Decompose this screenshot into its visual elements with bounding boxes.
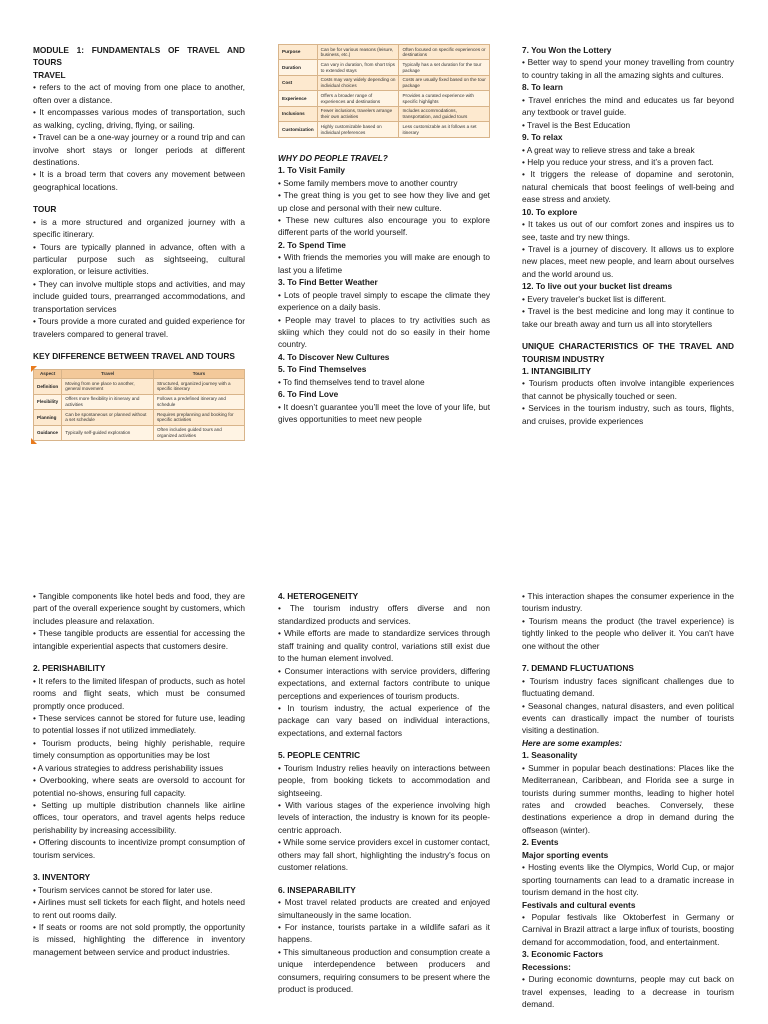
travel-heading: TRAVEL bbox=[33, 69, 66, 80]
example-heading: 1. Seasonality bbox=[522, 750, 578, 761]
travel-list bbox=[33, 81, 245, 193]
table-row-label: Guidance bbox=[34, 425, 62, 440]
bullet-item: • Travel is the Best Education bbox=[522, 119, 631, 130]
reason-heading: 3. To Find Better Weather bbox=[278, 277, 378, 288]
bullet-item: • Lots of people travel simply to escape the climate they experience on a daily basis. bbox=[278, 289, 490, 313]
reason-heading: 10. To explore bbox=[522, 206, 578, 217]
table-cell: Can vary in duration, from short trips to extended stays bbox=[317, 60, 399, 75]
table-row bbox=[279, 91, 490, 106]
characteristic-list bbox=[33, 675, 245, 862]
table-cell: Moving from one place to another, general movement bbox=[62, 379, 154, 394]
characteristic-heading: 4. HETEROGENEITY bbox=[278, 591, 359, 601]
example-list bbox=[522, 762, 734, 837]
unique-characteristics-heading: UNIQUE CHARACTERISTICS OF THE TRAVEL AND TOURISM INDUSTRY bbox=[522, 341, 734, 364]
table-row bbox=[34, 410, 245, 425]
characteristic-heading: 5. PEOPLE CENTRIC bbox=[278, 750, 361, 761]
table-cell: Costs are usually fixed based on the tour package bbox=[399, 75, 490, 90]
example-list bbox=[522, 973, 734, 1010]
table-cell: Includes accommodations, transportation, and guided tours bbox=[399, 106, 490, 121]
table-row bbox=[34, 425, 245, 440]
why-travel-heading: WHY DO PEOPLE TRAVEL? bbox=[278, 152, 388, 163]
bullet-item: • Travel is a journey of discovery. It allows us to explore new places, meet new people, and learn about ourselves and the world around us. bbox=[522, 244, 734, 279]
reason-heading: 4. To Discover New Cultures bbox=[278, 351, 390, 362]
bullet-item: • Tourism Industry relies heavily on interactions between people, from booking tickets to accommodation and sightseeing. bbox=[278, 762, 490, 798]
examples-heading: Here are some examples: bbox=[522, 737, 623, 748]
bullet-item: • Tangible components like hotel beds and food, they are part of the overall experience sought by customers, which includes pleasure and relaxation. bbox=[33, 591, 245, 626]
bullet-item: • Setting up multiple distribution channels like airline offices, tour operators, and travel agents helps reduce perishability by increasing accessibility. bbox=[33, 800, 245, 835]
bullet-item: • Tours provide a more curated and guided experience for travelers compared to general travel. bbox=[33, 316, 245, 339]
table-row bbox=[279, 122, 490, 137]
bullet-item: • Services in the tourism industry, such as tours, flights, and cruises, provide experiences bbox=[522, 403, 734, 426]
reason-heading: 8. To learn bbox=[522, 82, 563, 93]
table-cell: Highly customizable based on individual preferences bbox=[317, 122, 399, 137]
bullet-item: • While some service providers excel in customer contact, others may fall short, highlighting the industry's focus on customer relations. bbox=[278, 837, 490, 873]
table-header-cell: Travel bbox=[62, 369, 154, 379]
bullet-item: • Hosting events like the Olympics, World Cup, or major sporting tournaments can lead to a dramatic increase in tourism demand in the host city. bbox=[522, 862, 734, 898]
table-row-label: Purpose bbox=[279, 45, 318, 60]
page2-column-2 bbox=[278, 590, 490, 996]
table-header-cell: Aspect bbox=[34, 369, 62, 379]
bullet-item: • In tourism industry, the actual experience of the package can vary based on individual interactions, expectations, and external factors bbox=[278, 702, 490, 738]
table-row bbox=[279, 45, 490, 60]
table-cell: Provides a curated experience with specific highlights bbox=[399, 91, 490, 106]
characteristic-heading: 1. INTANGIBILITY bbox=[522, 365, 591, 376]
table-row-label: Experience bbox=[279, 91, 318, 106]
example-list bbox=[522, 911, 734, 948]
bullet-item: • Overbooking, where seats are oversold to account for potential no-shows, ensuring full capacity. bbox=[33, 775, 245, 798]
bullet-item: • Tours are typically planned in advance, often with a particular purpose such as sightseeing, cultural exploration, or leisure activities. bbox=[33, 241, 245, 277]
key-difference-heading: KEY DIFFERENCE BETWEEN TRAVEL AND TOURS bbox=[33, 351, 235, 362]
bullet-item: • Popular festivals like Oktoberfest in Germany or Carnival in Brazil attract a large influx of tourists, boosting demand for accommodation, food, and entertainment. bbox=[522, 911, 734, 947]
bullet-item: • It doesn’t guarantee you’ll meet the love of your life, but gives opportunities to meet new people bbox=[278, 401, 490, 424]
table-row-label: Definition bbox=[34, 379, 62, 394]
table-cell: Typically self-guided exploration bbox=[62, 425, 154, 440]
reason-list bbox=[522, 218, 734, 280]
reason-list bbox=[522, 94, 734, 131]
table-cell: Can be for various reasons (leisure, business, etc.) bbox=[317, 45, 399, 60]
bullet-item: • They can involve multiple stops and activities, and may include guided tours, prearranged accommodations, and transportation services bbox=[33, 278, 245, 314]
page-2 bbox=[0, 582, 768, 1024]
table-body bbox=[34, 379, 245, 441]
bullet-item: • Airlines must sell tickets for each flight, and hotels need to rent out rooms daily. bbox=[33, 897, 245, 920]
example-subheading: Major sporting events bbox=[522, 849, 609, 860]
table-cell: Structured, organized journey with a specific itinerary bbox=[153, 379, 244, 394]
bullet-item: • A various strategies to address perishability issues bbox=[33, 762, 224, 773]
bullet-item: • Summer in popular beach destinations: Places like the Mediterranean, Caribbean, and Florida see a surge in tourists during summer months, leading to higher hotel rates and crowded beaches. Conversely, these destinations experience a drop in demand during the offseason (winter). bbox=[522, 762, 734, 835]
bullet-item: • To find themselves tend to travel alone bbox=[278, 376, 425, 387]
bullet-item: • Travel enriches the mind and educates us far beyond any textbook or travel guide. bbox=[522, 94, 734, 118]
table-cell: Costs may vary widely depending on individual choices bbox=[317, 75, 399, 90]
comparison-table-wrap bbox=[278, 44, 490, 138]
bullet-item: • Tourism services cannot be stored for later use. bbox=[33, 884, 213, 895]
table-cell: Can be spontaneous or planned without a set schedule bbox=[62, 410, 154, 425]
bullet-item: • Tourism means the product (the travel experience) is tightly linked to the people who deliver it. You can't have one without the other bbox=[522, 615, 734, 651]
table-row bbox=[279, 106, 490, 121]
bullet-item: • It is a broad term that covers any movement between geographical locations. bbox=[33, 169, 245, 192]
reason-heading: 6. To Find Love bbox=[278, 389, 339, 400]
intangibility-continued-list bbox=[33, 590, 245, 652]
characteristic-list bbox=[522, 377, 734, 427]
characteristic-list bbox=[33, 884, 245, 959]
table-header-cell: Tours bbox=[153, 369, 244, 379]
table-header-row bbox=[34, 369, 245, 379]
bullet-item: • If seats or rooms are not sold promptly, the opportunity is missed, highlighting the difference in inventory management between service and product industries. bbox=[33, 921, 245, 957]
bullet-item: • Seasonal changes, natural disasters, and even political events can drastically impact the number of tourists visiting a destination. bbox=[522, 700, 734, 736]
reason-heading: 12. To live out your bucket list dreams bbox=[522, 281, 673, 292]
reason-list bbox=[278, 376, 490, 388]
characteristic-list bbox=[278, 896, 490, 996]
table-row bbox=[34, 379, 245, 394]
bullet-item: • These tangible products are essential for accessing the intangible experiential aspects that customers desire. bbox=[33, 628, 245, 651]
characteristic-heading: 6. INSEPARABILITY bbox=[278, 884, 356, 895]
page1-column-3 bbox=[522, 44, 734, 427]
characteristic-heading: 7. DEMAND FLUCTUATIONS bbox=[522, 663, 634, 674]
characteristic-list bbox=[522, 675, 734, 737]
reason-list bbox=[278, 251, 490, 276]
bullet-item: • These new cultures also encourage you to explore different parts of the world yourself. bbox=[278, 215, 490, 238]
table-row-label: Flexibility bbox=[34, 394, 62, 409]
reason-heading: 1. To Visit Family bbox=[278, 165, 346, 176]
bullet-item: • Travel is the best medicine and long may it continue to take our breath away and turn us all into storytellers bbox=[522, 306, 734, 329]
comparison-table-continued bbox=[278, 44, 490, 138]
bullet-item: • While efforts are made to standardize services through staff training and quality control, variations still exist due to the human element involved. bbox=[278, 628, 490, 664]
table-row bbox=[34, 394, 245, 409]
bullet-item: • These services cannot be stored for future use, leading to potential losses if not utilized immediately. bbox=[33, 712, 245, 736]
table-cell: Fewer inclusions, travelers arrange their own activities bbox=[317, 106, 399, 121]
bullet-item: • Offering discounts to incentivize prompt consumption of tourism services. bbox=[33, 837, 245, 860]
example-heading: 3. Economic Factors bbox=[522, 949, 604, 960]
page2-column-3 bbox=[522, 590, 734, 1010]
characteristic-list bbox=[278, 602, 490, 739]
reason-list bbox=[278, 401, 490, 426]
bullet-item: • A great way to relieve stress and take a break bbox=[522, 144, 695, 155]
tour-heading: TOUR bbox=[33, 204, 57, 215]
bullet-item: • It triggers the release of dopamine and serotonin, natural chemicals that boost feelings of well-being and ease stress and anxiety. bbox=[522, 169, 734, 205]
bullet-item: • It encompasses various modes of transportation, such as walking, cycling, driving, flying, or sailing. bbox=[33, 107, 245, 130]
module-title: MODULE 1: FUNDAMENTALS OF TRAVEL AND TOURS bbox=[33, 45, 245, 68]
key-difference-table-wrap bbox=[33, 369, 245, 442]
bullet-item: • Tourism products often involve intangible experiences that cannot be physically touched or seen. bbox=[522, 378, 734, 401]
bullet-item: • Help you reduce your stress, and it’s a proven fact. bbox=[522, 156, 714, 167]
table-cell: Follows a predefined itinerary and schedule bbox=[153, 394, 244, 409]
table-row-label: Customization bbox=[279, 122, 318, 137]
table-cell: Requires preplanning and booking for specific activities bbox=[153, 410, 244, 425]
table-cell: Offers more flexibility in itinerary and activities bbox=[62, 394, 154, 409]
table-row bbox=[279, 60, 490, 75]
bullet-item: • Every traveler's bucket list is different. bbox=[522, 293, 667, 304]
reason-heading: 7. You Won the Lottery bbox=[522, 45, 612, 55]
table-row bbox=[279, 75, 490, 90]
table-cell: Offers a broader range of experiences and destinations bbox=[317, 91, 399, 106]
characteristic-heading: 2. PERISHABILITY bbox=[33, 663, 106, 674]
bullet-item: • Travel can be a one-way journey or a round trip and can involve short stays or longer periods at different destinations. bbox=[33, 132, 245, 167]
table-cell: Typically has a set duration for the tour package bbox=[399, 60, 490, 75]
example-heading: 2. Events bbox=[522, 837, 559, 848]
reason-list bbox=[522, 56, 734, 81]
key-difference-table bbox=[33, 369, 245, 442]
bullet-item: • This interaction shapes the consumer experience in the tourism industry. bbox=[522, 591, 734, 614]
reason-list bbox=[278, 177, 490, 239]
page2-column-1 bbox=[33, 590, 245, 958]
table-body bbox=[279, 45, 490, 138]
reason-list bbox=[278, 289, 490, 351]
bullet-item: • With friends the memories you will make are enough to last you a lifetime bbox=[278, 252, 490, 275]
bullet-item: • With various stages of the experience involving high levels of interaction, the industry is known for its people-centric approach. bbox=[278, 800, 490, 835]
bullet-item: • It takes us out of our comfort zones and inspires us to see, taste and try new things. bbox=[522, 219, 734, 242]
bullet-item: • The tourism industry offers diverse and non standardized products and services. bbox=[278, 603, 490, 626]
page1-column-2 bbox=[278, 44, 490, 425]
table-cell: Less customizable as it follows a set itinerary bbox=[399, 122, 490, 137]
bullet-item: • The great thing is you get to see how they live and get up close and personal with their new culture. bbox=[278, 190, 490, 213]
characteristic-list bbox=[278, 762, 490, 874]
reason-heading: 5. To Find Themselves bbox=[278, 364, 367, 375]
table-row-label: Inclusions bbox=[279, 106, 318, 121]
page1-column-1 bbox=[33, 44, 245, 441]
reason-heading: 9. To relax bbox=[522, 132, 563, 143]
reason-list bbox=[522, 293, 734, 330]
bullet-item: • This simultaneous production and consumption create a unique interdependence between producers and consumers, requiring consumers to be present where the product is produced. bbox=[278, 946, 490, 995]
bullet-item: • Consumer interactions with service providers, differing expectations, and external factors contribute to unique perceptions and experiences of tourism products. bbox=[278, 665, 490, 701]
reason-heading: 2. To Spend Time bbox=[278, 239, 346, 250]
table-cell: Often includes guided tours and organized activities bbox=[153, 425, 244, 440]
bullet-item: • Some family members move to another country bbox=[278, 177, 458, 188]
characteristic-heading: 3. INVENTORY bbox=[33, 872, 91, 883]
reason-list bbox=[522, 144, 734, 206]
table-cell: Often focused on specific experiences or destinations bbox=[399, 45, 490, 60]
example-list bbox=[522, 861, 734, 898]
bullet-item: • People may travel to places to try activities such as skiing which they could not do so easily in their home country. bbox=[278, 314, 490, 350]
bullet-item: • It refers to the limited lifespan of products, such as hotel rooms and flight seats, which must be consumed promptly once produced. bbox=[33, 675, 245, 711]
bullet-item: • Tourism industry faces significant challenges due to fluctuating demand. bbox=[522, 675, 734, 699]
example-subheading: Recessions: bbox=[522, 961, 571, 972]
example-subheading: Festivals and cultural events bbox=[522, 899, 636, 910]
table-corner-decoration bbox=[31, 366, 37, 372]
bullet-item: • is a more structured and organized journey with a specific itinerary. bbox=[33, 216, 245, 240]
table-row-label: Duration bbox=[279, 60, 318, 75]
bullet-item: • refers to the act of moving from one place to another, often over a distance. bbox=[33, 82, 245, 105]
table-corner-decoration bbox=[31, 438, 37, 444]
bullet-item: • Most travel related products are created and enjoyed simultaneously in the same location. bbox=[278, 897, 490, 920]
table-row-label: Cost bbox=[279, 75, 318, 90]
bullet-item: • During economic downturns, people may cut back on travel expenses, leading to a decrease in tourism demand. bbox=[522, 974, 734, 1009]
bullet-item: • For instance, tourists partake in a wildlife safari as it happens. bbox=[278, 921, 490, 945]
table-row-label: Planning bbox=[34, 410, 62, 425]
bullet-item: • Tourism products, being highly perishable, require timely consumption as opportunities may be lost bbox=[33, 737, 245, 761]
tour-list bbox=[33, 216, 245, 340]
bullet-item: • Better way to spend your money travelling from country to country taking in all the amazing sights and cultures. bbox=[522, 57, 734, 80]
inseparability-continued-list bbox=[522, 590, 734, 652]
